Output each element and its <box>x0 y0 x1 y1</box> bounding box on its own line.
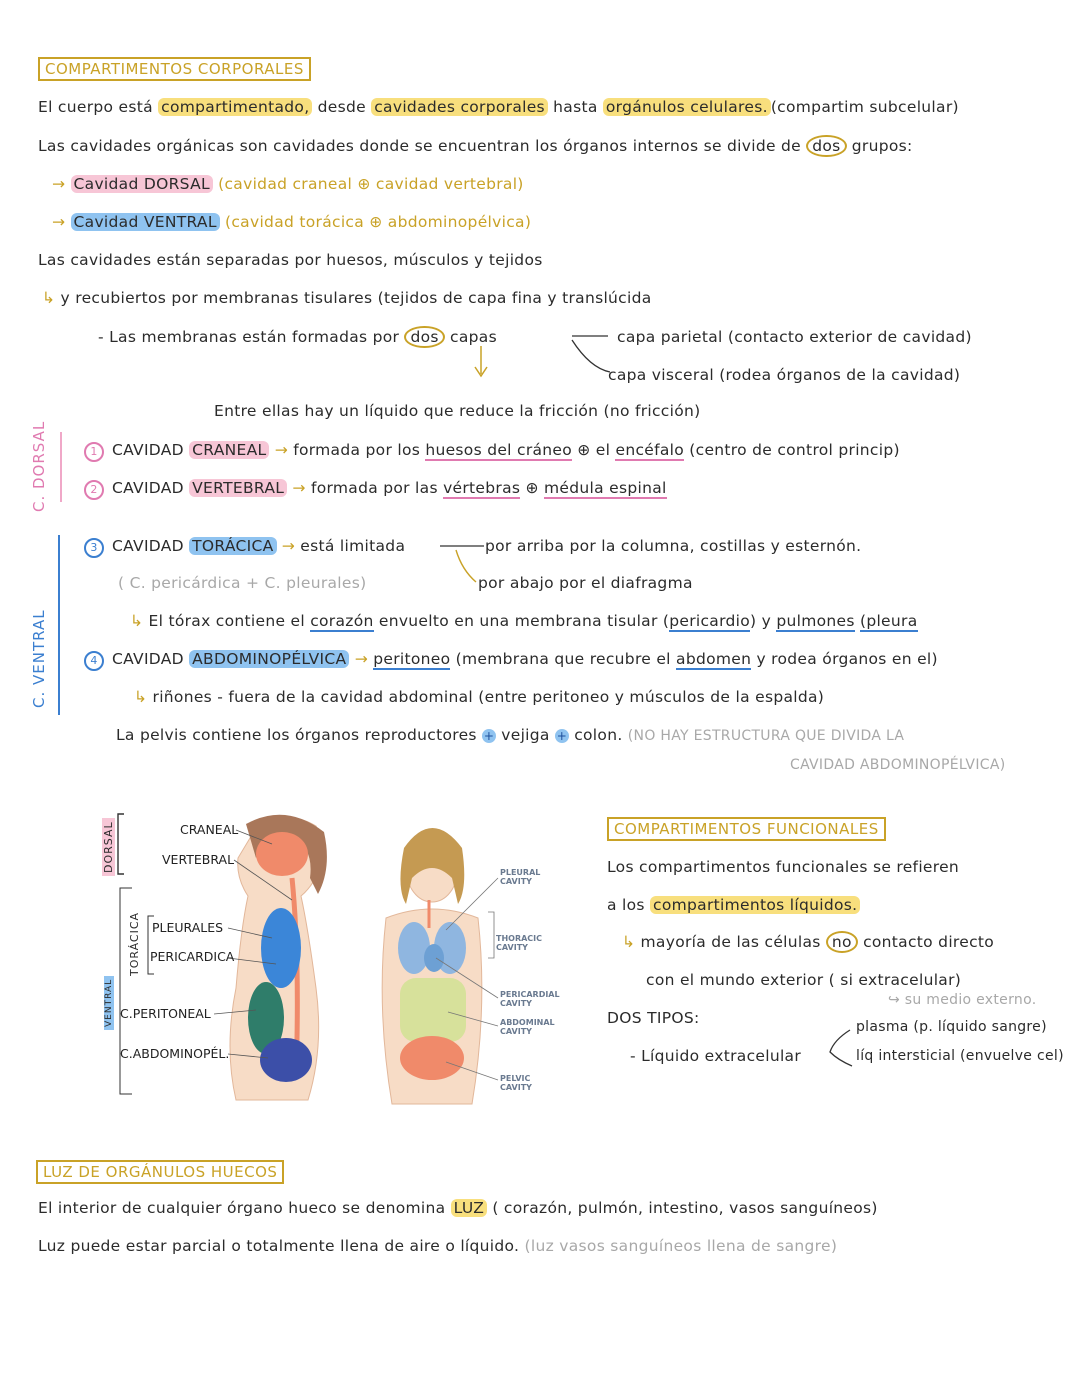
highlight-cavidad-dorsal: Cavidad DORSAL <box>71 175 213 193</box>
funcional-liquido-extracelular: - Líquido extracelular <box>630 1047 802 1065</box>
underline-encefalo: encéfalo <box>615 441 685 459</box>
circled-dos: dos <box>806 135 846 157</box>
body-cavities-figure <box>96 808 576 1108</box>
tipo-plasma: plasma (p. líquido sangre) <box>856 1019 1047 1035</box>
intro-ventral-line <box>52 213 531 231</box>
ventral-bracket <box>58 535 60 715</box>
intro-line-6 <box>42 289 652 307</box>
text: (membrana que recubre el <box>455 650 671 668</box>
figure-label-pleurales: PLEURALES <box>152 920 224 935</box>
text: está limitada <box>300 537 406 555</box>
underline-abdomen: abdomen <box>676 650 752 668</box>
text: El cuerpo está <box>38 98 153 116</box>
text: (no fricción) <box>603 402 701 420</box>
figure-label-pleural-cavity: PLEURAL CAVITY <box>500 868 541 886</box>
text: vejiga <box>501 726 550 744</box>
funcional-dos-tipos: DOS TIPOS: <box>607 1009 700 1027</box>
luz-line-2 <box>38 1237 837 1255</box>
underline-pericardio: pericardio <box>669 612 751 630</box>
text: (cavidad torácica ⊕ abdominopélvica) <box>225 213 532 231</box>
text: formada por las <box>310 479 438 497</box>
figure-label-abdominopel: C.ABDOMINOPÉL. <box>120 1046 230 1061</box>
figure-label-abdominal-cavity: ABDOMINAL CAVITY <box>500 1018 555 1036</box>
number-2-icon: 2 <box>84 480 104 500</box>
text: (NO HAY ESTRUCTURA QUE DIVIDA LA <box>627 728 905 744</box>
arrow-right-icon: → <box>52 175 66 193</box>
text: CAVIDAD <box>112 537 184 555</box>
text: Entre ellas hay un líquido que reduce la fricción <box>214 402 599 420</box>
figure-label-vertebral: VERTEBRAL <box>162 852 235 867</box>
rinones-line <box>134 688 824 706</box>
text: El interior de cualquier órgano hueco se denomina <box>38 1199 446 1217</box>
highlight-vertebral: VERTEBRAL <box>189 479 287 497</box>
figure-side-toracica: TORÁCICA <box>128 911 141 976</box>
text: contacto directo <box>863 933 995 951</box>
pelvis-note-cont: CAVIDAD ABDOMINOPÉLVICA) <box>790 757 1006 773</box>
circled-no: no <box>826 931 858 953</box>
hook-arrow-icon: ↳ <box>130 612 144 630</box>
side-label-dorsal: C. DORSAL <box>30 420 48 512</box>
funcional-line-4: con el mundo exterior ( si extracelular) <box>646 971 962 989</box>
highlight-cavidad-ventral: Cavidad VENTRAL <box>71 213 220 231</box>
toracica-sub: ( C. pericárdica + C. pleurales) <box>118 574 367 592</box>
luz-line-1 <box>38 1199 878 1217</box>
text: (luz vasos sanguíneos llena de sangre) <box>524 1237 838 1255</box>
funcional-line-2 <box>607 896 860 914</box>
arrow-right-icon: → <box>274 441 288 459</box>
underline-pulmones: pulmones <box>776 612 855 630</box>
funcional-line-1: Los compartimentos funcionales se refieren <box>607 858 960 876</box>
highlight-organulos-celulares: orgánulos celulares. <box>603 98 771 116</box>
text: Las cavidades orgánicas son cavidades donde se encuentran los órganos internos se divide de <box>38 137 802 155</box>
underline-medula-espinal: médula espinal <box>544 479 667 497</box>
section-title-compartimentos-corporales: COMPARTIMENTOS CORPORALES <box>38 57 311 81</box>
circled-dos: dos <box>404 326 444 348</box>
figure-side-ventral: VENTRAL <box>104 976 114 1030</box>
underline-pleura: (pleura <box>859 612 918 630</box>
hook-arrow-icon: ↳ <box>134 688 148 706</box>
arrow-right-icon: → <box>281 537 296 555</box>
figure-label-pelvic-cavity: PELVIC CAVITY <box>500 1074 532 1092</box>
text: formada por los <box>293 441 421 459</box>
intro-line-5: Las cavidades están separadas por huesos, músculos y tejidos <box>38 251 543 269</box>
figure-label-thoracic-cavity: THORACIC CAVITY <box>496 934 543 952</box>
intro-line-7 <box>98 328 497 346</box>
figure-side-dorsal: DORSAL <box>102 818 115 876</box>
underline-vertebras: vértebras <box>443 479 521 497</box>
highlight-cavidades-corporales: cavidades corporales <box>371 98 548 116</box>
number-1-icon: 1 <box>84 442 104 462</box>
text: colon. <box>574 726 623 744</box>
text: capas <box>450 328 497 346</box>
cavidad-abdominopelvica-line <box>84 650 938 671</box>
intro-line-1 <box>38 98 959 116</box>
figure-label-peritoneal: C.PERITONEAL <box>120 1006 211 1021</box>
capa-visceral: capa visceral (rodea órganos de la cavidad) <box>608 366 961 384</box>
toracica-arriba: por arriba por la columna, costillas y esternón. <box>485 537 862 555</box>
text: a los <box>607 896 645 914</box>
funcional-line-5: ↪ su medio externo. <box>888 992 1037 1008</box>
torax-contiene-line <box>130 612 918 630</box>
capas-branch-lines <box>470 320 620 390</box>
text: desde <box>317 98 366 116</box>
text: CAVIDAD <box>112 441 184 459</box>
text: (cavidad craneal ⊕ cavidad vertebral) <box>218 175 524 193</box>
arrow-right-icon: → <box>292 479 306 497</box>
text: ⊕ <box>525 479 539 497</box>
tipos-branch-lines <box>826 1026 856 1070</box>
text: y recubiertos por membranas tisulares (tejidos de capa fina y translúcida <box>60 289 652 307</box>
toracica-abajo: por abajo por el diafragma <box>478 574 693 592</box>
number-4-icon: 4 <box>84 651 104 671</box>
figure-label-pericardial-cavity: PERICARDIAL CAVITY <box>500 990 560 1008</box>
text: grupos: <box>851 137 913 155</box>
text: - Las membranas están formadas por <box>98 328 400 346</box>
text: CAVIDAD <box>112 479 184 497</box>
highlight-toracica: TORÁCICA <box>189 537 276 555</box>
text: Luz puede estar parcial o totalmente llena de aire o líquido. <box>38 1237 520 1255</box>
plus-icon: + <box>556 729 568 743</box>
intro-line-2 <box>38 137 913 155</box>
figure-label-pericardica: PERICARDICA <box>150 949 235 964</box>
intro-line-9 <box>214 402 701 420</box>
funcional-line-3 <box>622 933 994 951</box>
arrow-right-icon: → <box>354 650 368 668</box>
figure-label-craneal: CRANEAL <box>180 822 239 837</box>
highlight-abdominopelvica: ABDOMINOPÉLVICA <box>189 650 349 668</box>
highlight-craneal: CRANEAL <box>189 441 269 459</box>
text: (compartim subcelular) <box>770 98 959 116</box>
highlight-luz: LUZ <box>451 1199 487 1217</box>
text: CAVIDAD <box>112 650 184 668</box>
hook-arrow-icon: ↳ <box>622 933 636 951</box>
text: ( corazón, pulmón, intestino, vasos sanguíneos) <box>492 1199 878 1217</box>
text: ) y <box>750 612 772 630</box>
number-3-icon: 3 <box>84 538 104 558</box>
dorsal-bracket <box>60 432 62 502</box>
underline-peritoneo: peritoneo <box>373 650 451 668</box>
text: La pelvis contiene los órganos reproductores <box>116 726 477 744</box>
intro-dorsal-line <box>52 175 524 193</box>
text: ⊕ el <box>577 441 611 459</box>
highlight-compartimentos-liquidos: compartimentos líquidos. <box>650 896 860 914</box>
text: hasta <box>553 98 598 116</box>
side-label-ventral: C. VENTRAL <box>30 609 48 708</box>
tipo-liquido-intersticial: líq intersticial (envuelve cel) <box>856 1048 1064 1064</box>
cavidad-craneal-line <box>84 441 900 462</box>
text: El tórax contiene el <box>148 612 305 630</box>
underline-corazon: corazón <box>310 612 374 630</box>
plus-icon: + <box>483 729 495 743</box>
text: riñones - fuera de la cavidad abdominal (entre peritoneo y músculos de la espalda) <box>152 688 825 706</box>
highlight-compartimentado: compartimentado, <box>158 98 312 116</box>
cavidad-toracica-line <box>84 537 405 558</box>
underline-huesos-craneo: huesos del cráneo <box>425 441 573 459</box>
hook-arrow-icon: ↳ <box>42 289 56 307</box>
arrow-right-icon: → <box>52 213 66 231</box>
text: y rodea órganos en el) <box>756 650 938 668</box>
text: envuelto en una membrana tisular ( <box>378 612 670 630</box>
text: mayoría de las células <box>640 933 821 951</box>
capa-parietal: capa parietal (contacto exterior de cavidad) <box>617 328 972 346</box>
cavidad-vertebral-line <box>84 479 667 500</box>
text: (centro de control princip) <box>689 441 900 459</box>
section-title-compartimentos-funcionales: COMPARTIMENTOS FUNCIONALES <box>607 817 886 841</box>
pelvis-line <box>116 726 904 744</box>
section-title-luz-organulos-huecos: LUZ DE ORGÁNULOS HUECOS <box>36 1160 284 1184</box>
